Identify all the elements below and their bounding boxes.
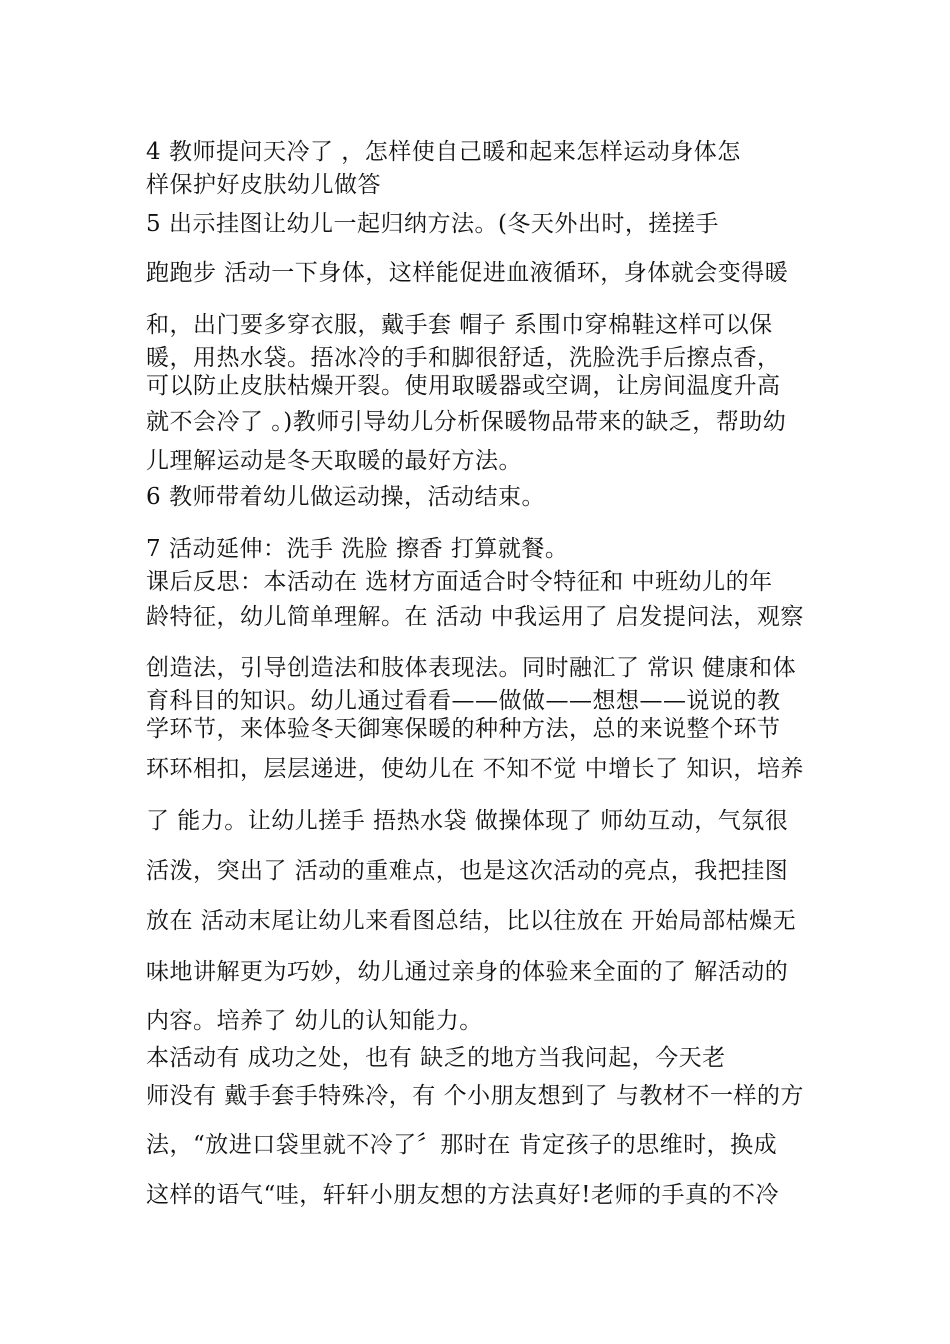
text-line: 内容。培养了 幼儿的认知能力。: [146, 1008, 483, 1034]
text-line: 7 活动延伸：洗手 洗脸 擦香 打算就餐。: [146, 536, 569, 562]
text-line: 暖，用热水袋。捂冰冷的手和脚很舒适，洗脸洗手后擦点香，: [146, 345, 781, 371]
text-line: 儿理解运动是冬天取暖的最好方法。: [146, 448, 522, 474]
text-line: 环环相扣，层层递进，使幼儿在 不知不觉 中增长了 知识，培养: [146, 756, 804, 782]
text-line: 龄特征，幼儿简单理解。在 活动 中我运用了 启发提问法，观察: [146, 604, 804, 630]
text-line: 可以防止皮肤枯燥开裂。使用取暖器或空调，让房间温度升高: [146, 373, 781, 399]
text-line: 了 能力。让幼儿搓手 捂热水袋 做操体现了 师幼互动，气氛很: [146, 808, 789, 834]
text-line: 学环节，来体验冬天御寒保暖的种种方法，总的来说整个环节: [146, 716, 781, 742]
text-line: 这样的语气“哇，轩轩小朋友想的方法真好!老师的手真的不冷: [146, 1182, 780, 1208]
text-line: 样保护好皮肤幼儿做答: [146, 172, 381, 198]
text-line: 4 教师提问天冷了 ，怎样使自己暖和起来怎样运动身体怎: [146, 139, 741, 165]
text-line: 活泼，突出了 活动的重难点，也是这次活动的亮点，我把挂图: [146, 858, 789, 884]
text-line: 师没有 戴手套手特殊冷，有 个小朋友想到了 与教材不一样的方: [146, 1083, 804, 1109]
text-line: 就不会冷了 。)教师引导幼儿分析保暖物品带来的缺乏，帮助幼: [146, 409, 787, 435]
text-line: 5 出示挂图让幼儿一起归纳方法。(冬天外出时，搓搓手: [146, 211, 719, 237]
text-line: 法，“放进口袋里就不冷了〞那时在 肯定孩子的思维时，换成: [146, 1132, 778, 1158]
text-line: 和，出门要多穿衣服，戴手套 帽子 系围巾穿棉鞋这样可以保: [146, 312, 773, 338]
text-line: 课后反思：本活动在 选材方面适合时令特征和 中班幼儿的年: [146, 569, 773, 595]
text-line: 创造法，引导创造法和肢体表现法。同时融汇了 常识 健康和体: [146, 655, 797, 681]
text-line: 本活动有 成功之处，也有 缺乏的地方当我问起，今天老: [146, 1045, 726, 1071]
text-line: 放在 活动末尾让幼儿来看图总结，比以往放在 开始局部枯燥无: [146, 908, 797, 934]
text-line: 味地讲解更为巧妙，幼儿通过亲身的体验来全面的了 解活动的: [146, 959, 789, 985]
text-line: 跑跑步 活动一下身体，这样能促进血液循环，身体就会变得暖: [146, 260, 789, 286]
text-line: 育科目的知识。幼儿通过看看——做做——想想——说说的教: [146, 688, 781, 714]
text-line: 6 教师带着幼儿做运动操，活动结束。: [146, 484, 545, 510]
